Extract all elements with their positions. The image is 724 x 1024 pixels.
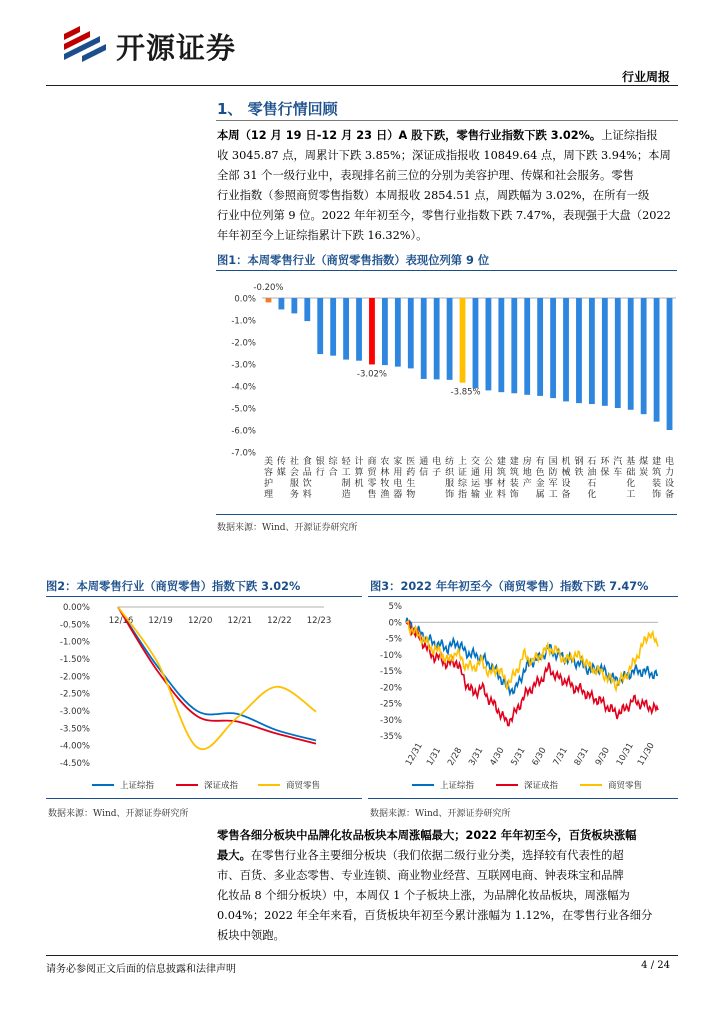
category-label: 饮 xyxy=(302,479,312,489)
y-tick-label: -3.00% xyxy=(59,707,90,717)
category-label: 有 xyxy=(535,457,545,467)
category-label: 综 xyxy=(328,457,338,467)
x-tick-label: 12/22 xyxy=(267,616,292,626)
category-label: 交 xyxy=(470,457,480,467)
series-line-商贸零售 xyxy=(118,607,316,749)
bar-交通运输 xyxy=(473,298,479,388)
bar-房地产 xyxy=(524,298,530,395)
segment-review-paragraph xyxy=(217,826,687,946)
figure2-source: 数据来源：Wind、开源证券研究所 xyxy=(48,809,189,819)
category-label: 公 xyxy=(483,457,493,467)
bar-机械设备 xyxy=(563,298,569,401)
category-label: 石 xyxy=(587,479,597,489)
category-label: 上 xyxy=(458,457,468,467)
x-tick-label: 1/31 xyxy=(425,745,444,768)
category-label: 料 xyxy=(302,490,312,500)
bar-钢铁 xyxy=(576,298,582,403)
category-label: 地 xyxy=(522,468,532,478)
category-label: 综 xyxy=(458,479,468,489)
category-label: 建 xyxy=(496,457,506,467)
bar-轻工制造 xyxy=(343,298,349,360)
category-label: 媒 xyxy=(276,468,286,478)
category-label: 石 xyxy=(587,457,597,467)
category-label: 化 xyxy=(626,479,636,489)
x-tick-label: 11/30 xyxy=(635,741,657,768)
legend-label: 上证综指 xyxy=(120,781,155,791)
category-label: 铁 xyxy=(574,468,584,478)
category-label: 建 xyxy=(509,457,519,467)
x-tick-label: 12/16 xyxy=(108,616,134,626)
data-label: -3.02% xyxy=(356,369,388,380)
category-label: 电 xyxy=(393,479,403,489)
x-tick-label: 7/31 xyxy=(551,745,570,768)
figure1-top-rule xyxy=(216,270,677,271)
category-label: 器 xyxy=(393,490,403,500)
category-label: 计 xyxy=(354,457,364,467)
x-tick-label: 12/20 xyxy=(187,616,213,626)
weekly-index-line-chart xyxy=(46,598,362,796)
category-label: 建 xyxy=(652,457,662,467)
category-label: 会 xyxy=(289,468,299,478)
category-label: 筑 xyxy=(509,468,519,478)
bar-建筑装饰 xyxy=(511,298,517,393)
y-tick-label: -2.00% xyxy=(59,672,90,683)
category-label: 制 xyxy=(341,479,351,489)
paragraph-line: 收 3045.87 点，周累计下跌 3.85%；深证成指报收 10849.64 点，周下跌 3.94%；本周 xyxy=(217,149,671,162)
category-label: 设 xyxy=(665,479,675,489)
y-tick-label: -4.00% xyxy=(59,741,90,752)
figure1-source: 数据来源：Wind、开源证券研究所 xyxy=(217,523,358,533)
bar-计算机 xyxy=(356,298,362,361)
bar-银行 xyxy=(317,298,323,354)
series-line-深证成指 xyxy=(406,622,658,726)
category-label: 零 xyxy=(367,479,377,489)
category-label: 国 xyxy=(548,457,558,467)
x-tick-label: 2/28 xyxy=(446,745,465,768)
category-label: 饰 xyxy=(509,490,519,500)
category-label: 工 xyxy=(626,490,636,500)
category-label: 事 xyxy=(483,479,493,489)
bar-食品饮料 xyxy=(304,298,310,321)
bar-建筑 xyxy=(654,298,660,422)
paragraph-line: 化妆品 8 个细分板块）中，本周仅 1 个子板块上涨，为品牌化妆品板块，周涨幅为 xyxy=(217,889,630,902)
series-line-深证成指 xyxy=(118,607,316,744)
figure3-source: 数据来源：Wind、开源证券研究所 xyxy=(370,809,511,819)
category-label: 装 xyxy=(652,479,662,489)
bar-环保 xyxy=(602,298,608,406)
bar-汽车 xyxy=(615,298,621,408)
category-label: 备 xyxy=(561,490,571,500)
category-label: 电 xyxy=(665,457,675,467)
bar-国防军工 xyxy=(550,298,556,398)
category-label: 础 xyxy=(626,468,636,478)
category-label: 机 xyxy=(354,479,364,489)
x-tick-label: 12/31 xyxy=(403,741,425,768)
category-label: 社 xyxy=(289,457,299,467)
category-label: 合 xyxy=(328,468,338,478)
bar-上证综指 xyxy=(460,298,466,383)
y-tick-label: -1.00% xyxy=(59,637,90,648)
category-label: 钢 xyxy=(574,457,584,467)
category-label: 务 xyxy=(289,490,299,500)
category-label: 料 xyxy=(496,490,506,500)
category-label: 行 xyxy=(315,468,325,478)
category-label: 证 xyxy=(458,468,468,478)
y-tick-label: -25% xyxy=(380,699,402,710)
y-tick-label: 0.0% xyxy=(234,294,256,305)
category-label: 设 xyxy=(561,479,571,489)
x-tick-label: 10/31 xyxy=(614,741,636,768)
category-label: 商 xyxy=(367,457,377,467)
y-tick-label: -7.0% xyxy=(231,448,256,459)
category-label: 化 xyxy=(587,490,597,500)
category-label: 车 xyxy=(613,468,623,478)
legend-label: 商贸零售 xyxy=(608,781,643,791)
category-label: 牧 xyxy=(380,479,390,489)
category-label: 服 xyxy=(289,479,299,489)
category-label: 金 xyxy=(535,479,545,489)
paragraph-line: 年年初至今上证综指累计下跌 16.32%）。 xyxy=(217,229,428,242)
category-label: 林 xyxy=(380,468,390,478)
category-label: 备 xyxy=(665,490,675,500)
paragraph-line: 板块中领跑。 xyxy=(217,929,285,942)
category-label: 运 xyxy=(470,479,480,489)
y-tick-label: -3.50% xyxy=(59,724,90,735)
category-label: 色 xyxy=(535,468,545,478)
bar-公用事业 xyxy=(485,298,491,390)
figure3-top-rule xyxy=(368,596,678,597)
category-label: 容 xyxy=(263,468,273,478)
y-tick-label: -2.50% xyxy=(59,689,90,700)
category-label: 力 xyxy=(665,468,675,478)
category-label: 药 xyxy=(406,468,416,478)
category-label: 炭 xyxy=(639,468,649,478)
section-divider xyxy=(216,120,678,121)
y-tick-label: -2.0% xyxy=(231,338,256,349)
paragraph-line: 本周（12 月 19 日-12 月 23 日）A 股下跌，零售行业指数下跌 3.02%。上证综指报 xyxy=(217,129,658,142)
legend-label: 商贸零售 xyxy=(286,781,321,791)
bar-纺织服饰 xyxy=(447,298,453,380)
y-tick-label: -1.0% xyxy=(231,316,256,327)
y-tick-label: -3.0% xyxy=(231,360,256,371)
category-label: 指 xyxy=(458,490,468,500)
figure1-caption: 图1：本周零售行业（商贸零售指数）表现位列第 9 位 xyxy=(217,254,490,267)
category-label: 品 xyxy=(302,468,312,478)
category-label: 理 xyxy=(263,490,273,500)
bar-电子 xyxy=(434,298,440,379)
bar-建筑材料 xyxy=(498,298,504,392)
category-label: 传 xyxy=(276,457,286,467)
category-label: 造 xyxy=(341,490,351,500)
bar-煤炭 xyxy=(641,298,647,414)
y-tick-label: -35% xyxy=(380,732,402,742)
category-label: 轻 xyxy=(341,457,351,467)
category-label: 饰 xyxy=(652,490,662,500)
category-label: 银 xyxy=(315,457,325,467)
x-tick-label: 3/31 xyxy=(467,745,486,768)
bar-医药生物 xyxy=(408,298,414,368)
y-tick-label: 0.00% xyxy=(62,603,90,613)
bar-美容护理 xyxy=(266,298,272,302)
paragraph-line: 行业指数（参照商贸零售指数）本周报收 2854.51 点，周跌幅为 3.02%，在所有一级 xyxy=(217,189,650,202)
category-label: 房 xyxy=(522,457,532,467)
x-tick-label: 9/30 xyxy=(593,745,612,768)
category-label: 饰 xyxy=(445,490,455,500)
footer-disclaimer: 请务必参阅正文后面的信息披露和法律声明 xyxy=(46,964,236,975)
y-tick-label: -15% xyxy=(380,667,402,677)
logo-text: 开源证券 xyxy=(116,31,237,65)
section-title: 1、 零售行情回顾 xyxy=(217,100,338,118)
industry-bar-chart xyxy=(216,274,684,514)
category-label: 通 xyxy=(419,457,429,467)
y-tick-label: -10% xyxy=(380,650,402,661)
bar-家用电器 xyxy=(395,298,401,367)
x-tick-label: 5/31 xyxy=(509,745,528,768)
category-label: 用 xyxy=(483,468,493,478)
x-tick-label: 12/19 xyxy=(148,616,173,626)
footer-divider xyxy=(46,955,678,956)
category-label: 信 xyxy=(419,468,429,478)
paragraph-line: 最大。在零售行业各主要细分板块（我们依据二级行业分类，选择较有代表性的超 xyxy=(217,849,624,862)
category-label: 筑 xyxy=(496,468,506,478)
bar-综合 xyxy=(330,298,336,356)
x-tick-label: 8/31 xyxy=(572,745,591,768)
bar-电力设备 xyxy=(667,298,673,430)
y-tick-label: -4.0% xyxy=(231,382,256,393)
bar-商贸零售 xyxy=(369,298,375,364)
category-label: 属 xyxy=(535,490,545,500)
category-label: 工 xyxy=(548,490,558,500)
x-tick-label: 12/21 xyxy=(227,616,253,626)
category-label: 纺 xyxy=(445,457,455,467)
category-label: 煤 xyxy=(639,457,649,467)
category-label: 工 xyxy=(341,468,351,478)
category-label: 农 xyxy=(380,457,390,467)
paragraph-line: 行业中位列第 9 位。2022 年年初至今，零售行业指数下跌 7.47%，表现强于大盘（2022 xyxy=(217,209,671,222)
category-label: 美 xyxy=(263,457,273,467)
y-tick-label: -5.0% xyxy=(231,404,256,415)
category-label: 用 xyxy=(393,468,403,478)
category-label: 物 xyxy=(406,490,416,500)
legend-label: 深证成指 xyxy=(524,781,559,791)
category-label: 医 xyxy=(406,457,416,467)
category-label: 筑 xyxy=(652,468,662,478)
category-label: 基 xyxy=(626,457,636,467)
data-label: -0.20% xyxy=(253,283,284,293)
category-label: 产 xyxy=(522,479,532,489)
bar-农林牧渔 xyxy=(382,298,388,365)
category-label: 护 xyxy=(263,479,273,489)
category-label: 械 xyxy=(561,468,571,478)
legend-label: 深证成指 xyxy=(204,781,239,791)
y-tick-label: -0.50% xyxy=(59,620,90,631)
market-review-paragraph xyxy=(217,126,687,246)
ytd-index-line-chart xyxy=(368,598,678,796)
data-label: -3.85% xyxy=(450,387,481,398)
category-label: 渔 xyxy=(380,490,390,500)
category-label: 防 xyxy=(548,468,558,478)
page-number: 4 / 24 xyxy=(641,960,670,971)
paragraph-line: 全部 31 个一级行业中，表现排名前三位的分别为美容护理、传媒和社会服务。零售 xyxy=(217,169,634,182)
category-label: 军 xyxy=(548,479,558,489)
x-tick-label: 4/30 xyxy=(488,745,507,768)
figure2-bottom-rule xyxy=(46,798,362,799)
x-tick-label: 12/23 xyxy=(306,616,332,626)
category-label: 食 xyxy=(302,457,312,467)
bar-基础化工 xyxy=(628,298,634,410)
category-label: 材 xyxy=(496,479,506,489)
report-type: 行业周报 xyxy=(621,70,670,84)
category-label: 贸 xyxy=(367,468,377,478)
category-label: 家 xyxy=(393,457,403,467)
x-tick-label: 6/30 xyxy=(530,745,549,768)
company-logo xyxy=(60,20,290,66)
header-divider xyxy=(46,85,678,86)
logo-mark-icon xyxy=(60,20,112,66)
y-tick-label: -6.0% xyxy=(231,426,256,437)
category-label: 油 xyxy=(587,468,597,478)
category-label: 通 xyxy=(470,468,480,478)
y-tick-label: -1.50% xyxy=(59,655,90,665)
category-label: 服 xyxy=(445,479,455,489)
category-label: 子 xyxy=(432,468,442,478)
figure3-caption: 图3：2022 年年初至今（商贸零售）指数下跌 7.47% xyxy=(370,580,649,593)
bar-传媒 xyxy=(278,298,284,309)
bar-石油石化 xyxy=(589,298,595,404)
y-tick-label: -20% xyxy=(380,683,402,694)
category-label: 输 xyxy=(470,490,480,500)
category-label: 生 xyxy=(406,479,416,489)
category-label: 售 xyxy=(367,490,377,500)
y-tick-label: 0% xyxy=(388,618,402,629)
category-label: 机 xyxy=(561,457,571,467)
bar-有色金属 xyxy=(537,298,543,396)
category-label: 装 xyxy=(509,479,519,489)
y-tick-label: -5% xyxy=(385,634,402,645)
figure2-caption: 图2：本周零售行业（商贸零售）指数下跌 3.02% xyxy=(46,580,301,593)
figure2-top-rule xyxy=(46,596,362,597)
category-label: 电 xyxy=(432,457,442,467)
paragraph-line: 市、百货、多业态零售、专业连锁、商业物业经营、互联网电商、钟表珠宝和品牌 xyxy=(217,869,624,882)
legend-label: 上证综指 xyxy=(440,781,475,791)
category-label: 环 xyxy=(600,457,610,467)
series-line-商贸零售 xyxy=(406,621,658,690)
category-label: 算 xyxy=(354,468,364,478)
category-label: 保 xyxy=(600,468,610,478)
bar-社会服务 xyxy=(291,298,297,313)
y-tick-label: 5% xyxy=(388,602,402,612)
y-tick-label: -4.50% xyxy=(59,759,90,769)
figure3-bottom-rule xyxy=(368,798,678,799)
figure1-bottom-rule xyxy=(216,514,677,515)
paragraph-line: 0.04%；2022 年全年来看，百货板块年初至今累计涨幅为 1.12%，在零售行业各细分 xyxy=(217,909,653,922)
category-label: 织 xyxy=(445,468,455,478)
category-label: 业 xyxy=(483,490,493,500)
category-label: 汽 xyxy=(613,457,623,467)
paragraph-line: 零售各细分板块中品牌化妆品板块本周涨幅最大；2022 年年初至今，百货板块涨幅 xyxy=(217,829,637,842)
y-tick-label: -30% xyxy=(380,715,402,726)
bar-通信 xyxy=(421,298,427,379)
